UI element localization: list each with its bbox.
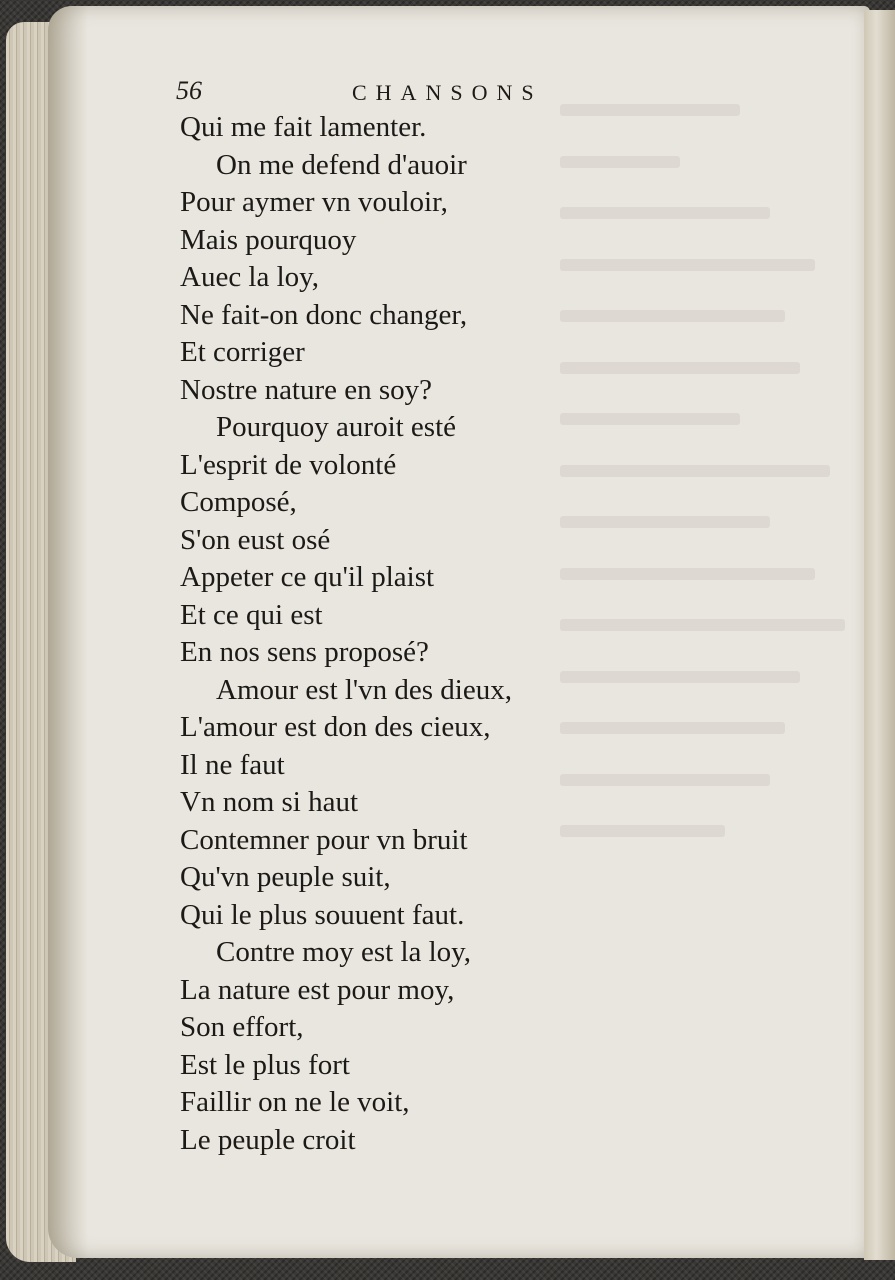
poem-line: Le peuple croit: [180, 1123, 356, 1156]
poem-text: [180, 109, 600, 1159]
poem-line: Son effort,: [180, 1011, 304, 1043]
next-page-edge: [864, 10, 895, 1260]
poem-line: L'amour est don des cieux,: [180, 711, 491, 743]
poem-line: Composé,: [180, 486, 297, 518]
poem-line: Il ne faut: [180, 748, 285, 781]
poem-line: Pour aymer vn vouloir,: [180, 186, 448, 218]
poem-line: On me defend d'auoir: [216, 148, 467, 181]
poem-line: Amour est l'vn des dieux,: [216, 673, 512, 706]
poem-line: Qui le plus souuent faut.: [180, 898, 465, 931]
poem-line: Contre moy est la loy,: [216, 936, 472, 968]
poem-line: Et ce qui est: [180, 598, 323, 631]
poem-line: Et corriger: [180, 336, 305, 368]
poem-line: Qui me fait lamenter.: [180, 111, 427, 143]
poem-line: Est le plus fort: [180, 1048, 350, 1081]
poem-line: La nature est pour moy,: [180, 973, 455, 1006]
poem-line: L'esprit de volonté: [180, 448, 397, 481]
poem-line: Vn nom si haut: [180, 786, 359, 818]
poem-line: S'on eust osé: [180, 523, 331, 556]
poem-line: Faillir on ne le voit,: [180, 1086, 410, 1118]
poem-line: Appeter ce qu'il plaist: [180, 561, 435, 593]
poem-line: Pourquoy auroit esté: [216, 411, 457, 443]
running-title: CHANSONS: [352, 80, 543, 105]
poem-line: En nos sens proposé?: [180, 636, 429, 668]
page-header: [176, 76, 576, 110]
poem-line: Nostre nature en soy?: [180, 373, 433, 406]
page-number: 56: [176, 76, 202, 105]
poem-line: Ne fait-on donc changer,: [180, 298, 468, 331]
poem-line: Mais pourquoy: [180, 223, 357, 256]
poem-line: Contemner pour vn bruit: [180, 823, 468, 856]
page-gutter-shadow: [48, 6, 88, 1258]
poem-line: Auec la loy,: [180, 261, 320, 293]
poem-line: Qu'vn peuple suit,: [180, 861, 391, 893]
